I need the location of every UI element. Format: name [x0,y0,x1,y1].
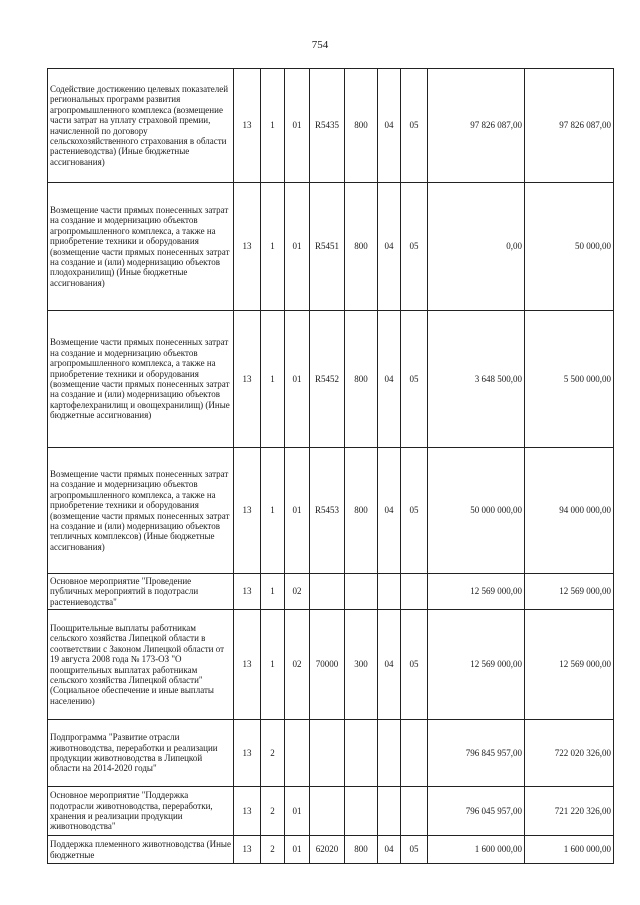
code-cell: 04 [378,610,401,720]
budget-table [47,68,614,864]
amount-cell: 721 220 326,00 [525,787,614,836]
amount-cell: 5 500 000,00 [525,311,614,448]
amount-cell: 12 569 000,00 [525,574,614,610]
code-cell: 1 [261,311,285,448]
row-description: Поддержка племенного животноводства (Иные бюджетные [48,836,234,864]
amount-cell: 94 000 000,00 [525,448,614,574]
code-cell: 800 [345,311,378,448]
code-cell: 02 [285,610,310,720]
code-cell [345,720,378,787]
table-row [48,720,614,787]
code-cell: 01 [285,311,310,448]
code-cell: 13 [234,836,261,864]
code-cell: 01 [285,836,310,864]
code-cell: 13 [234,720,261,787]
code-cell: R5435 [310,69,345,183]
code-cell: 05 [401,183,428,311]
code-cell: 2 [261,787,285,836]
row-description: Основное мероприятие "Проведение публичных мероприятий в подотрасли растениеводства" [48,574,234,610]
code-cell: R5452 [310,311,345,448]
code-cell: 05 [401,836,428,864]
code-cell: 800 [345,183,378,311]
code-cell: 62020 [310,836,345,864]
code-cell: 05 [401,610,428,720]
code-cell: 1 [261,574,285,610]
table-row [48,311,614,448]
code-cell: 04 [378,183,401,311]
code-cell: 01 [285,183,310,311]
amount-cell: 97 826 087,00 [525,69,614,183]
code-cell [345,574,378,610]
code-cell: 13 [234,574,261,610]
amount-cell: 50 000,00 [525,183,614,311]
code-cell: 1 [261,448,285,574]
code-cell: 04 [378,311,401,448]
code-cell: 300 [345,610,378,720]
amount-cell: 796 845 957,00 [428,720,525,787]
row-description: Подпрограмма "Развитие отрасли животноводства, переработки и реализации продукции животноводства в Липецкой области на 2014-2020 годы" [48,720,234,787]
code-cell: 13 [234,787,261,836]
amount-cell: 1 600 000,00 [525,836,614,864]
amount-cell: 1 600 000,00 [428,836,525,864]
code-cell [345,787,378,836]
table-row [48,574,614,610]
row-description: Возмещение части прямых понесенных затрат на создание и модернизацию объектов агропромышленного комплекса, а также на приобретение техники и оборудования (возмещение части прямых понесенных затрат на создание и (или) модернизацию объектов плодохранилищ) (Иные бюджетные ассигнования) [48,183,234,311]
code-cell: 01 [285,787,310,836]
code-cell [378,787,401,836]
amount-cell: 796 045 957,00 [428,787,525,836]
code-cell [401,574,428,610]
table-row [48,610,614,720]
amount-cell: 3 648 500,00 [428,311,525,448]
row-description: Возмещение части прямых понесенных затрат на создание и модернизацию объектов агропромышленного комплекса, а также на приобретение техники и оборудования (возмещение части прямых понесенных затрат на создание и (или) модернизацию объектов тепличных комплексов) (Иные бюджетные ассигнования) [48,448,234,574]
code-cell: R5453 [310,448,345,574]
code-cell: 1 [261,183,285,311]
code-cell [401,787,428,836]
code-cell: 05 [401,69,428,183]
code-cell: 05 [401,448,428,574]
amount-cell: 50 000 000,00 [428,448,525,574]
table-row [48,69,614,183]
code-cell: 01 [285,448,310,574]
code-cell [310,787,345,836]
code-cell: 05 [401,311,428,448]
code-cell [378,720,401,787]
row-description: Содействие достижению целевых показателей региональных программ развития агропромышленного комплекса (возмещение части затрат на уплату страховой премии, начисленной по договору сельскохозяйственного страхования в области растениеводства) (Иные бюджетные ассигнования) [48,69,234,183]
code-cell [401,720,428,787]
code-cell [310,720,345,787]
code-cell: 13 [234,311,261,448]
code-cell [285,720,310,787]
code-cell [378,574,401,610]
amount-cell: 0,00 [428,183,525,311]
code-cell: 04 [378,448,401,574]
amount-cell: 722 020 326,00 [525,720,614,787]
amount-cell: 97 826 087,00 [428,69,525,183]
code-cell: 800 [345,836,378,864]
code-cell: 13 [234,69,261,183]
code-cell: 800 [345,69,378,183]
code-cell: 04 [378,836,401,864]
code-cell: R5451 [310,183,345,311]
code-cell: 01 [285,69,310,183]
code-cell: 2 [261,836,285,864]
code-cell: 70000 [310,610,345,720]
amount-cell: 12 569 000,00 [525,610,614,720]
row-description: Возмещение части прямых понесенных затрат на создание и модернизацию объектов агропромышленного комплекса, а также на приобретение техники и оборудования (возмещение части прямых понесенных затрат на создание и (или) модернизацию объектов картофелехранилищ и овощехранилищ) (Иные бюджетные ассигнования) [48,311,234,448]
table-row [48,836,614,864]
code-cell: 13 [234,183,261,311]
code-cell: 2 [261,720,285,787]
row-description: Поощрительные выплаты работникам сельского хозяйства Липецкой области в соответствии с Законом Липецкой области от 19 августа 2008 года № 173-ОЗ "О поощрительных выплатах работникам сельского хозяйства Липецкой области" (Социальное обеспечение и иные выплаты населению) [48,610,234,720]
code-cell: 800 [345,448,378,574]
table-row [48,787,614,836]
row-description: Основное мероприятие "Поддержка подотрасли животноводства, переработки, хранения и реализации продукции животноводства" [48,787,234,836]
page-number: 754 [311,39,329,51]
code-cell: 1 [261,69,285,183]
code-cell: 04 [378,69,401,183]
code-cell: 13 [234,448,261,574]
code-cell: 13 [234,610,261,720]
code-cell [310,574,345,610]
amount-cell: 12 569 000,00 [428,574,525,610]
table-row [48,183,614,311]
code-cell: 02 [285,574,310,610]
amount-cell: 12 569 000,00 [428,610,525,720]
table-body [48,69,614,864]
code-cell: 1 [261,610,285,720]
table-row [48,448,614,574]
